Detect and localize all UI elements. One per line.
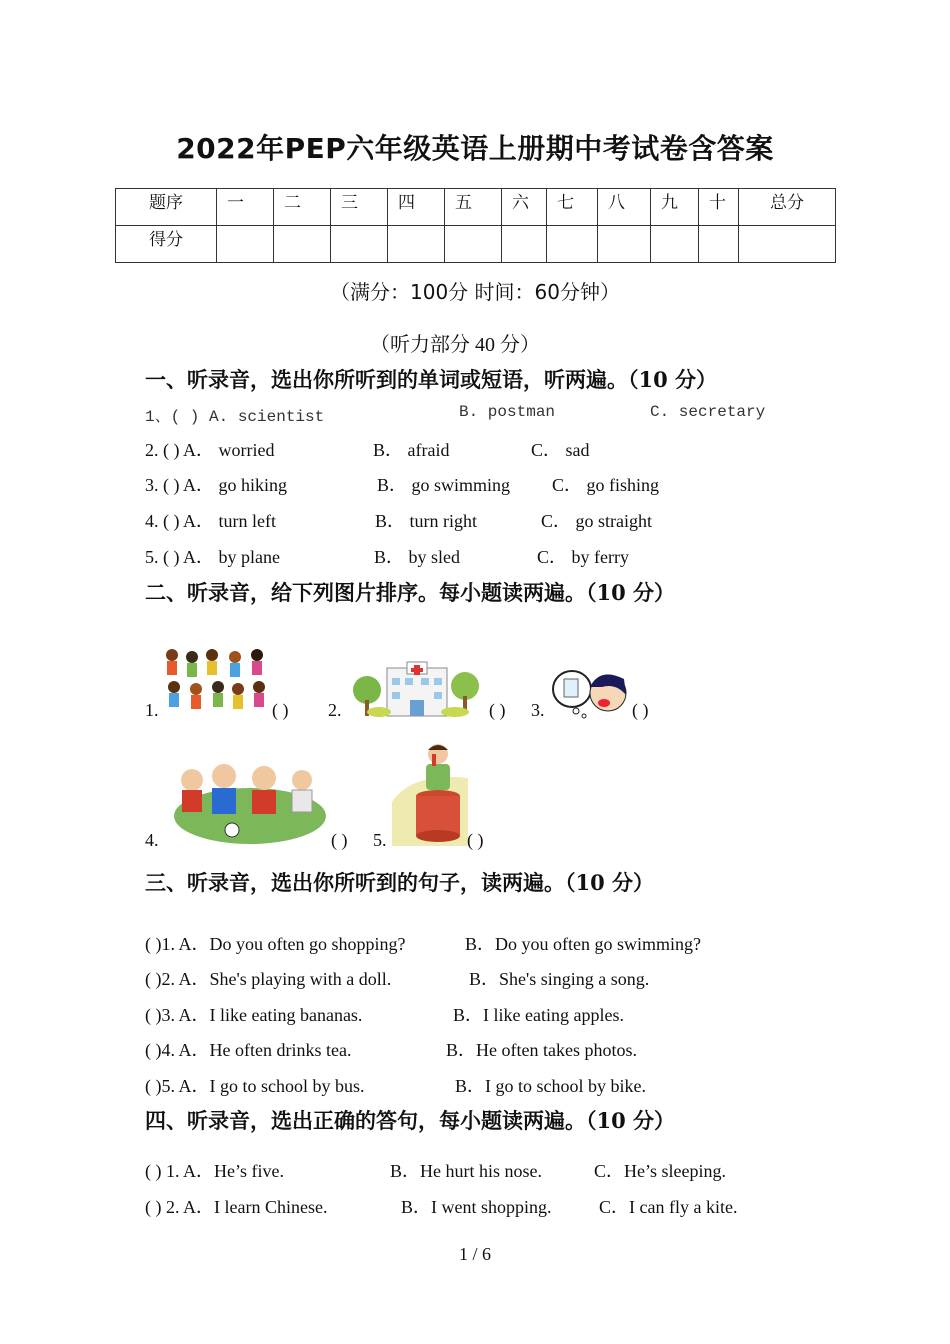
s3-q2-b: B．She's singing a song.	[469, 969, 650, 989]
s4-q1-c: C．He’s sleeping.	[594, 1161, 726, 1181]
s3-question-1	[145, 930, 701, 956]
s1-q3-a: 3. ( ) A． go hiking	[145, 475, 287, 495]
s1-q3-b: B． go swimming	[377, 475, 511, 495]
s4-q1-a: ( ) 1. A．He’s five.	[145, 1161, 284, 1181]
s2-label-3: 3.	[531, 700, 545, 720]
table-cell: 得分	[116, 226, 217, 263]
table-cell: 四	[388, 189, 445, 226]
s2-answer-1[interactable]: ( )	[272, 700, 289, 720]
s1-question-4	[145, 507, 652, 533]
table-cell: 八	[598, 189, 651, 226]
s2-answer-2[interactable]: ( )	[489, 700, 506, 720]
table-cell: 九	[651, 189, 699, 226]
s1-q2-c: C． sad	[531, 440, 590, 460]
s3-q1-a: ( )1. A．Do you often go shopping?	[145, 934, 406, 954]
score-cell[interactable]	[547, 226, 598, 263]
s4-q1-b: B．He hurt his nose.	[390, 1161, 542, 1181]
score-table	[115, 188, 836, 263]
s1-question-3	[145, 471, 660, 497]
s4-question-2	[145, 1193, 738, 1219]
s3-q1-b: B．Do you often go swimming?	[465, 934, 701, 954]
table-cell: 十	[699, 189, 739, 226]
s3-q5-b: B．I go to school by bike.	[455, 1076, 646, 1096]
score-cell[interactable]	[598, 226, 651, 263]
s3-q2-a: ( )2. A．She's playing with a doll.	[145, 969, 392, 989]
table-row	[116, 189, 836, 226]
s2-label-1: 1.	[145, 700, 159, 720]
s4-q2-b: B．I went shopping.	[401, 1197, 552, 1217]
s2-label-4: 4.	[145, 830, 159, 850]
s1-q3-c: C． go fishing	[552, 475, 660, 495]
score-cell[interactable]	[502, 226, 547, 263]
table-cell: 一	[217, 189, 274, 226]
kids-dancing-picture	[160, 645, 270, 715]
s3-question-3	[145, 1001, 624, 1027]
table-cell: 题序	[116, 189, 217, 226]
s4-q2-a: ( ) 2. A．I learn Chinese.	[145, 1197, 328, 1217]
s3-question-5	[145, 1072, 646, 1098]
s2-answer-5[interactable]: ( )	[467, 830, 484, 850]
s1-question-1	[145, 403, 766, 426]
s3-question-4	[145, 1036, 637, 1062]
section-2-heading: 二、听录音，给下列图片排序。每小题读两遍。（10 分）	[145, 580, 676, 605]
section-4-heading: 四、听录音，选出正确的答句，每小题读两遍。（10 分）	[145, 1108, 676, 1133]
score-cell[interactable]	[739, 226, 836, 263]
thirsty-boy-picture	[550, 665, 628, 721]
table-cell: 三	[331, 189, 388, 226]
s3-q3-b: B．I like eating apples.	[453, 1005, 624, 1025]
s3-q4-a: ( )4. A．He often drinks tea.	[145, 1040, 352, 1060]
score-cell[interactable]	[331, 226, 388, 263]
table-cell: 六	[502, 189, 547, 226]
s1-q1-c: C. secretary	[650, 403, 766, 421]
table-cell: 总分	[739, 189, 836, 226]
listening-header: （听力部分 40 分）	[370, 334, 540, 356]
s1-q2-b: B． afraid	[373, 440, 450, 460]
table-cell: 二	[274, 189, 331, 226]
score-cell[interactable]	[217, 226, 274, 263]
s4-q2-c: C．I can fly a kite.	[599, 1197, 738, 1217]
table-cell: 七	[547, 189, 598, 226]
s1-q5-b: B． by sled	[374, 547, 461, 567]
score-cell[interactable]	[651, 226, 699, 263]
table-cell: 五	[445, 189, 502, 226]
section-1-heading: 一、听录音，选出你所听到的单词或短语，听两遍。（10 分）	[145, 367, 718, 392]
page-number: 1 / 6	[458, 1244, 491, 1264]
s2-answer-3[interactable]: ( )	[632, 700, 649, 720]
s2-label-2: 2.	[328, 700, 342, 720]
s3-question-2	[145, 965, 650, 991]
s3-q3-a: ( )3. A．I like eating bananas.	[145, 1005, 363, 1025]
score-cell[interactable]	[445, 226, 502, 263]
s1-q4-a: 4. ( ) A． turn left	[145, 511, 276, 531]
s1-q5-a: 5. ( ) A． by plane	[145, 547, 280, 567]
boy-on-drum-picture	[392, 742, 468, 846]
s1-q5-c: C． by ferry	[537, 547, 629, 567]
s1-q2-a: 2. ( ) A． worried	[145, 440, 275, 460]
score-cell[interactable]	[699, 226, 739, 263]
score-cell[interactable]	[274, 226, 331, 263]
s1-q1-b: B. postman	[459, 403, 556, 421]
s1-q1-a: 1、( ) A. scientist	[145, 408, 325, 426]
s3-q5-a: ( )5. A．I go to school by bus.	[145, 1076, 365, 1096]
s2-label-5: 5.	[373, 830, 387, 850]
s2-answer-4[interactable]: ( )	[331, 830, 348, 850]
s3-q4-b: B．He often takes photos.	[446, 1040, 637, 1060]
s1-question-2	[145, 436, 590, 462]
s4-question-1	[145, 1157, 726, 1183]
football-picture	[172, 758, 328, 844]
hospital-picture	[347, 660, 487, 718]
table-row	[116, 226, 836, 263]
s1-question-5	[145, 543, 629, 569]
section-3-heading: 三、听录音，选出你所听到的句子，读两遍。（10 分）	[145, 870, 655, 895]
score-cell[interactable]	[388, 226, 445, 263]
exam-info: （满分：100分 时间：60分钟）	[330, 280, 620, 304]
s1-q4-b: B． turn right	[375, 511, 477, 531]
page-title: 2022年PEP六年级英语上册期中考试卷含答案	[176, 132, 774, 165]
s1-q4-c: C． go straight	[541, 511, 652, 531]
